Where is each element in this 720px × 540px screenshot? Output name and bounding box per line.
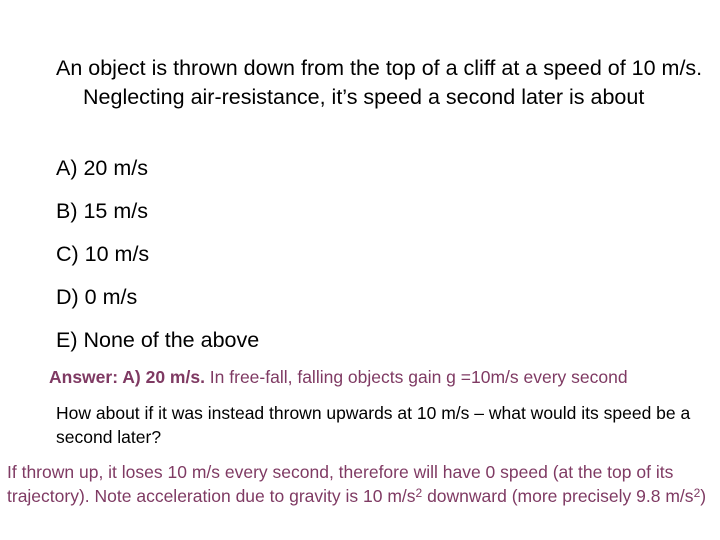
exponent-1: 2	[415, 486, 423, 500]
question-text: An object is thrown down from the top of a cliff at a speed of 10 m/s. Neglecting air-resistance, it’s speed a second later is about	[56, 56, 703, 109]
answer-line	[49, 366, 628, 388]
answer-explanation: In free-fall, falling objects gain g =10m/s every second	[204, 367, 628, 387]
choice-b: B) 15 m/s	[56, 199, 148, 223]
choice-e: E) None of the above	[56, 328, 260, 352]
choice-d: D) 0 m/s	[56, 285, 138, 309]
choice-c: C) 10 m/s	[56, 242, 150, 266]
exponent-2: 2	[693, 486, 701, 500]
answer-label: Answer: A) 20 m/s.	[49, 367, 205, 387]
followup-question: How about if it was instead thrown upwards at 10 m/s – what would its speed be a second later?	[56, 403, 691, 447]
explanation-text	[7, 460, 713, 508]
explanation-part-1: If thrown up, it loses 10 m/s every second, therefore will have 0 speed (at the top of its trajectory). Note acceleration due to gravity is 10 m/s	[7, 462, 674, 506]
explanation-part-3: )	[700, 486, 707, 506]
choice-a: A) 20 m/s	[56, 156, 148, 180]
explanation-part-2: downward (more precisely 9.8 m/s	[422, 486, 694, 506]
